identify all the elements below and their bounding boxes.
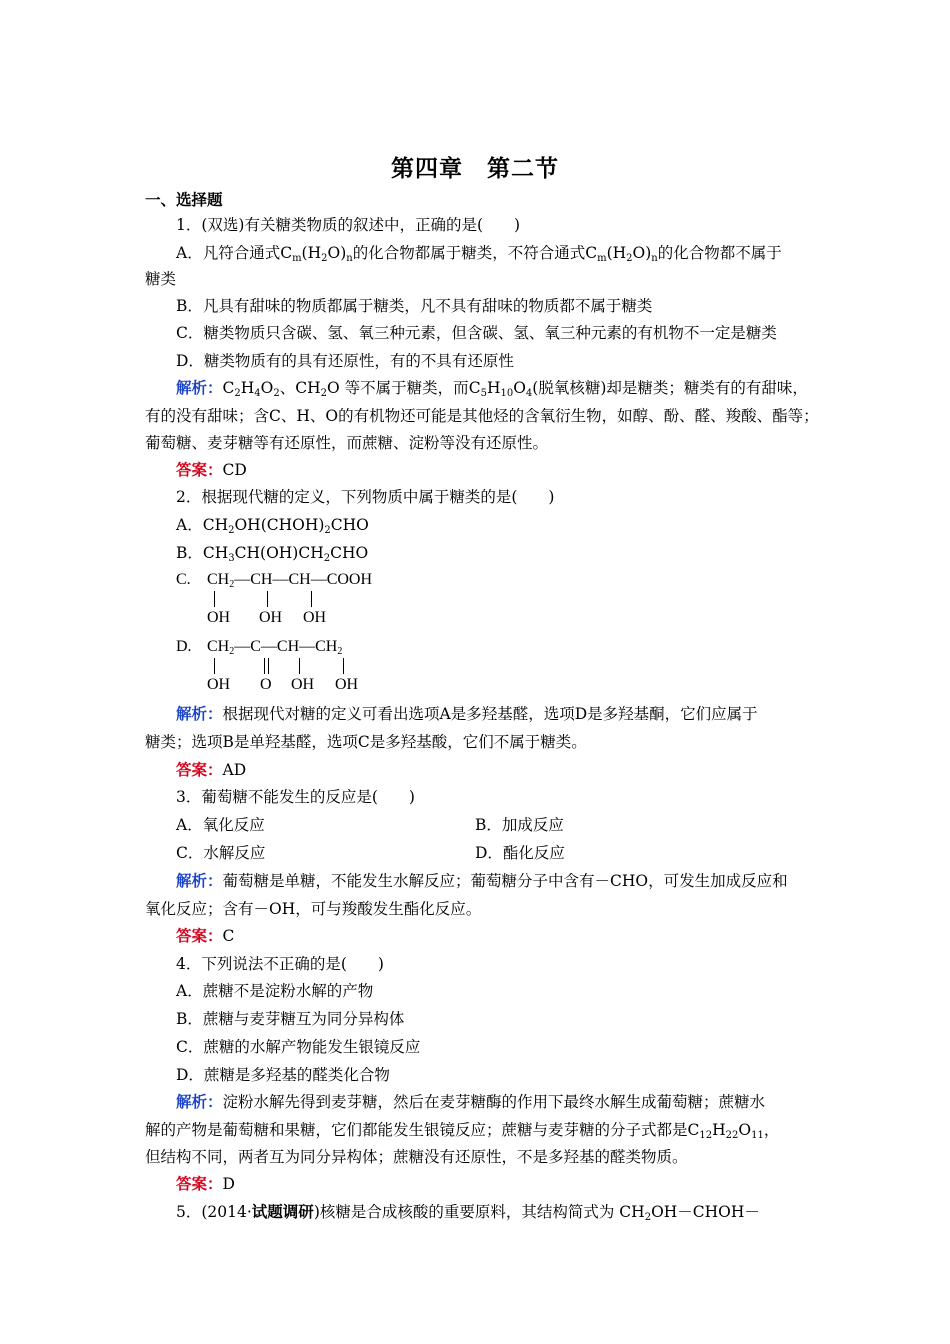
bond-line [214, 658, 215, 674]
q1-option-c: C．糖类物质只含碳、氢、氧三种元素，但含碳、氢、氧三种元素的有机物不一定是糖类 [176, 324, 777, 342]
q1-option-a: A．凡符合通式$C_m(H_2O)_n$的化合物都属于糖类，不符合通式$C_m(H_2O)_n$的化合物都不属于 [176, 244, 782, 264]
q2-answer: 答案：AD [176, 761, 247, 779]
q5-stem: 5．(2014·试题调研)核糖是合成核酸的重要原料，其结构简式为 $CH_2OH-CHOH-$ [176, 1203, 760, 1223]
q4-stem: 4．下列说法不正确的是( ) [176, 955, 384, 973]
answer-label: 答案： [176, 927, 223, 945]
q1-option-b: B．凡具有甜味的物质都属于糖类，凡不具有甜味的物质都不属于糖类 [176, 297, 653, 315]
q2-option-d-label: D. [176, 638, 192, 655]
double-bond-line [268, 658, 269, 674]
q3-answer: 答案：C [176, 927, 235, 945]
q4-option-b: B．蔗糖与麦芽糖互为同分异构体 [176, 1010, 405, 1028]
q1-explanation-line1: 解析：$C_2H_4O_2$、$CH_2O$ 等不属于糖类，而$C_5H_{10}O_4$(脱氧核糖)却是糖类；糖类有的有甜味， [176, 379, 808, 399]
q1-option-a-cont: 糖类 [145, 270, 177, 288]
q4-explanation-line3: 但结构不同，两者互为同分异构体；蔗糖没有还原性，不是多羟基的醛类物质。 [145, 1148, 688, 1166]
q4-option-c: C．蔗糖的水解产物能发生银镜反应 [176, 1038, 421, 1056]
q2-option-b: B．$CH_3CH(OH)CH_2CHO$ [176, 544, 369, 564]
q2-option-c-label: C. [176, 571, 191, 588]
bond-line [214, 591, 215, 607]
q2-explanation-line2: 糖类；选项B是单羟基醛，选项C是多羟基酸，它们不属于糖类。 [145, 733, 587, 751]
section-heading: 一、选择题 [145, 191, 223, 209]
page-title: 第四章 第二节 [391, 156, 559, 182]
q1-explanation-line3: 葡萄糖、麦芽糖等有还原性，而蔗糖、淀粉等没有还原性。 [145, 434, 549, 452]
q3-option-c: C．水解反应 [176, 844, 266, 862]
q3-option-b: B．加成反应 [475, 816, 564, 834]
bond-line [343, 658, 344, 674]
q4-answer: 答案：D [176, 1175, 235, 1193]
answer-label: 答案： [176, 461, 223, 479]
answer-label: 答案： [176, 761, 223, 779]
q3-explanation-line2: 氧化反应；含有－OH，可与羧酸发生酯化反应。 [145, 900, 482, 918]
source-tag: 试题调研 [251, 1203, 314, 1221]
explanation-label: 解析： [176, 705, 223, 723]
explanation-label: 解析： [176, 1093, 223, 1111]
q1-stem: 1．(双选)有关糖类物质的叙述中，正确的是( ) [176, 216, 521, 234]
q4-option-d: D．蔗糖是多羟基的醛类化合物 [176, 1066, 390, 1084]
q4-option-a: A．蔗糖不是淀粉水解的产物 [176, 982, 374, 1000]
q4-explanation-line2: 解的产物是葡萄糖和果糖，它们都能发生银镜反应；蔗糖与麦芽糖的分子式都是$C_{12}H_{22}O_{11}$， [145, 1121, 780, 1141]
q1-explanation-line2: 有的没有甜味；含C、H、O的有机物还可能是其他烃的含氧衍生物，如醇、酚、醛、羧酸、酯等； [145, 407, 819, 425]
bond-line [299, 658, 300, 674]
q2-option-a: A．$CH_2OH(CHOH)_2CHO$ [176, 516, 369, 536]
q3-option-a: A．氧化反应 [176, 816, 265, 834]
q3-option-d: D．酯化反应 [475, 844, 565, 862]
q2-stem: 2．根据现代糖的定义，下列物质中属于糖类的是( ) [176, 488, 555, 506]
bond-line [267, 591, 268, 607]
explanation-label: 解析： [176, 379, 223, 397]
q3-stem: 3．葡萄糖不能发生的反应是( ) [176, 788, 415, 806]
q1-answer: 答案：CD [176, 461, 247, 479]
q3-explanation-line1: 解析：葡萄糖是单糖，不能发生水解反应；葡萄糖分子中含有－CHO，可发生加成反应和 [176, 872, 788, 890]
q1-option-d: D．糖类物质有的具有还原性，有的不具有还原性 [176, 352, 514, 370]
q4-explanation-line1: 解析：淀粉水解先得到麦芽糖，然后在麦芽糖酶的作用下最终水解生成葡萄糖；蔗糖水 [176, 1093, 766, 1111]
bond-line [311, 591, 312, 607]
answer-label: 答案： [176, 1175, 223, 1193]
q2-explanation-line1: 解析：根据现代对糖的定义可看出选项A是多羟基醛，选项D是多羟基酮，它们应属于 [176, 705, 758, 723]
document-page: 第四章 第二节 一、选择题 1．(双选)有关糖类物质的叙述中，正确的是( ) A．凡符合通式$C_m(H_2O)_n$的化合物都属于糖类，不符合通式$C_m(H_2O)_n$的化合物都不属于 糖类 B．凡具有甜味的物质都属于糖类，凡不具有甜味的物质都不属于糖类 C．糖类物质只含碳、氢、氧三种元素，但含碳、氢、氧三种元素的有机物不一定是糖类 D．糖类物质有的具有还原性，有的不具有还原性 解析：$C_2H_4O_2$、$CH_2O$ 等不属于糖类，而$C_5H_{10}O_4$(脱氧核糖)却是糖类；糖类有的有甜味， 有的没有甜味；含C、H、O的有机物还可能是其他烃的含氧衍生物，如醇、酚、醛、羧酸、酯等； 葡萄糖、麦芽糖等有还原性，而蔗糖、淀粉等没有还原性。 答案：CD 2．根据现代糖的定义，下列物质中属于糖类的是( ) A．$CH_2OH(CHOH)_2CHO$ B．$CH_3CH(OH)CH_2CHO$ C. $CH_2—CH—CH—COOH$ OH OH OH D. $CH_2—C—CH—CH_2$ OH O OH OH 解析：根据现代对糖的定义可看出选项A是多羟基醛，选项D是多羟基酮，它们应属于 糖类；选项B是单羟基醛，选项C是多羟基酸，它们不属于糖类。 答案：AD 3．葡萄糖不能发生的反应是( ) A．氧化反应 B．加成反应 C．水解反应 D．酯化反应 解析：葡萄糖是单糖，不能发生水解反应；葡萄糖分子中含有－CHO，可发生加成反应和 氧化反应；含有－OH，可与羧酸发生酯化反应。 答案：C 4．下列说法不正确的是( ) A．蔗糖不是淀粉水解的产物 B．蔗糖与麦芽糖互为同分异构体 C．蔗糖的水解产物能发生银镜反应 D．蔗糖是多羟基的醛类化合物 解析：淀粉水解先得到麦芽糖，然后在麦芽糖酶的作用下最终水解生成葡萄糖；蔗糖水 解的产物是葡萄糖和果糖，它们都能发生银镜反应；蔗糖与麦芽糖的分子式都是$C_{12}H_{22}O_{11}$， 但结构不同，两者互为同分异构体；蔗糖没有还原性，不是多羟基的醛类物质。 答案：D 5．(2014·试题调研)核糖是合成核酸的重要原料，其结构简式为 $CH_2OH-CHOH-$ [0, 0, 950, 1344]
explanation-label: 解析： [176, 872, 223, 890]
double-bond-line [264, 658, 265, 674]
